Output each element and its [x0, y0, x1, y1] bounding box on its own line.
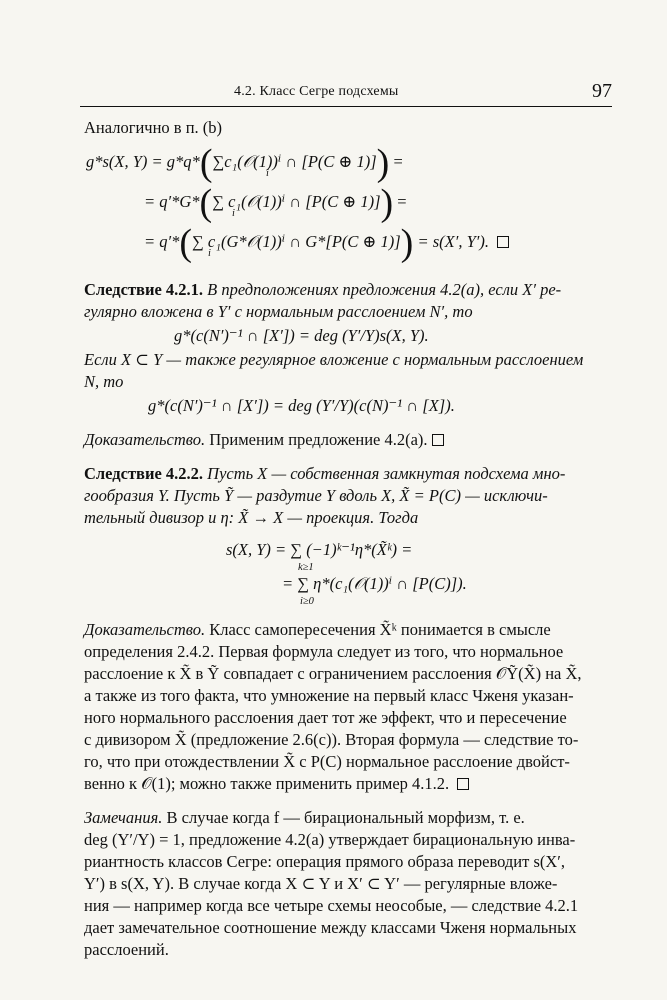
- proof-2-line-1: Доказательство. Класс самопересечения X̃ᵏ понимается в смысле: [84, 620, 551, 639]
- proof-intro: Аналогично в п. (b): [84, 118, 223, 137]
- corollary-1-formula-2: g*(c(N′)⁻¹ ∩ [X′]) = deg (Y′/Y)(c(N)⁻¹ ∩ [X]).: [148, 396, 455, 415]
- proof-1-label: Доказательство.: [84, 430, 206, 449]
- sum-index-k: k≥1: [298, 562, 314, 573]
- equation-line-3: = q′*(∑ c₁(G*𝒪(1))ⁱ ∩ G*[P(C ⊕ 1)]) = s(X′, Y′).: [144, 228, 509, 258]
- remarks-line-4: Y′) в s(X, Y). В случае когда X ⊂ Y и X′ ⊂ Y′ — регулярные вложе-: [84, 874, 558, 893]
- remarks-line-6: дает замечательное соотношение между классами Чженя нормальных: [84, 918, 577, 937]
- corollary-1-formula-1: g*(c(N′)⁻¹ ∩ [X′]) = deg (Y′/Y)s(X, Y).: [174, 326, 429, 345]
- remarks-line-7: расслоений.: [84, 940, 169, 959]
- proof-2-line-2: определения 2.4.2. Первая формула следует из того, что нормальное: [84, 642, 564, 661]
- remarks-line-3: риантность классов Сегре: операция прямого образа переводит s(X′,: [84, 852, 566, 871]
- page-number: 97: [592, 80, 612, 102]
- remarks-line-1: Замечания. В случае когда f — бирациональный морфизм, т. е.: [84, 808, 525, 827]
- sum-index-2: i: [232, 208, 235, 219]
- qed-symbol: [497, 236, 509, 248]
- equation-line-2: = q′*G*(∑ c₁(𝒪(1))ⁱ ∩ [P(C ⊕ 1)]) =: [144, 182, 407, 224]
- corollary-1-line-1: Следствие 4.2.1. В предположениях предложения 4.2(a), если X′ ре-: [84, 280, 562, 299]
- equation-line-1: g*s(X, Y) = g*q*(∑c₁(𝒪(1))ⁱ ∩ [P(C ⊕ 1)]) =: [86, 142, 403, 184]
- corollary-1-line-3: Если X ⊂ Y — также регулярное вложение с нормальным расслоением: [84, 350, 584, 369]
- corollary-2-formula-1: s(X, Y) = ∑ (−1)ᵏ⁻¹η*(X̃ᵏ) =: [226, 540, 413, 559]
- proof-2-line-8: венно к 𝒪(1); можно также применить пример 4.1.2.: [84, 774, 469, 794]
- proof-2-line-4: а также из того факта, что умножение на первый класс Чженя указан-: [84, 686, 574, 705]
- remarks-line-5: ния — например когда все четыре схемы неособые, — следствие 4.2.1: [84, 896, 579, 915]
- corollary-1-line-2: гулярно вложена в Y′ с нормальным расслоением N′, то: [84, 302, 473, 321]
- corollary-2-formula-2: = ∑ η*(c₁(𝒪(1))ⁱ ∩ [P(C)]).: [282, 574, 467, 593]
- qed-symbol: [457, 778, 469, 790]
- proof-2-label: Доказательство.: [84, 620, 206, 639]
- corollary-2-line-1: Следствие 4.2.2. Пусть X — собственная замкнутая подсхема мно-: [84, 464, 566, 483]
- corollary-2-line-3: тельный дивизор и η: X̃ → X — проекция. Тогда: [84, 508, 419, 527]
- corollary-2-line-2: гообразия Y. Пусть Ỹ — раздутие Y вдоль X, X̃ = P(C) — исключи-: [84, 486, 548, 505]
- corollary-1-line-4: N, то: [84, 372, 124, 391]
- qed-symbol: [432, 434, 444, 446]
- proof-2-line-3: расслоение к X̃ в Ỹ совпадает с ограничением расслоения 𝒪Ỹ(X̃) на X̃,: [84, 664, 582, 683]
- proof-2-line-7: го, что при отождествлении X̃ с P(C) нормальное расслоение двойст-: [84, 752, 570, 771]
- running-header: [80, 80, 612, 107]
- sum-index-1: i: [266, 168, 269, 179]
- corollary-1-label: Следствие 4.2.1.: [84, 280, 204, 299]
- corollary-2-label: Следствие 4.2.2.: [84, 464, 204, 483]
- proof-2-line-6: с дивизором X̃ (предложение 2.6(c)). Вторая формула — следствие то-: [84, 730, 579, 749]
- remarks-label: Замечания.: [84, 808, 163, 827]
- sum-index-3: i: [208, 248, 211, 259]
- sum-index-i: i≥0: [300, 596, 314, 607]
- remarks-line-2: deg (Y′/Y) = 1, предложение 4.2(a) утверждает бирациональную инва-: [84, 830, 576, 849]
- proof-1: Доказательство. Применим предложение 4.2(a).: [84, 430, 444, 450]
- running-title: 4.2. Класс Сегре подсхемы: [234, 84, 399, 99]
- proof-2-line-5: ного нормального расслоения дает тот же эффект, что и пересечение: [84, 708, 567, 727]
